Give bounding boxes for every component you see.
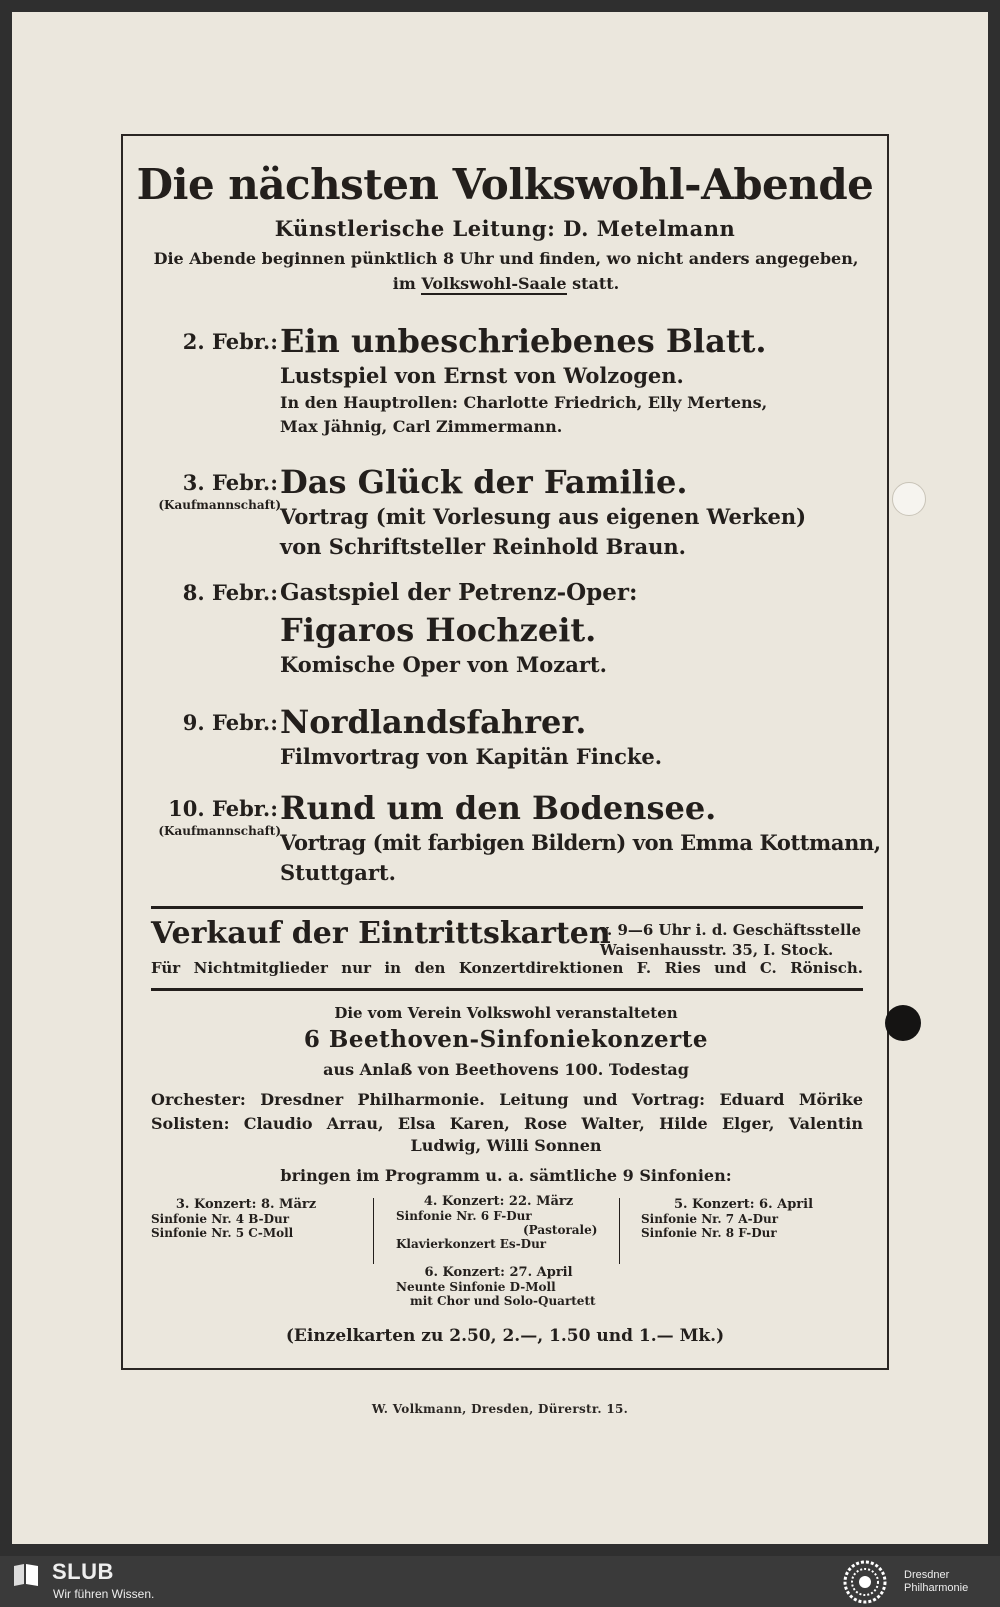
concert-head: 4. Konzert: 22. März — [423, 1194, 574, 1209]
event-pretitle: Gastspiel der Petrenz-Oper: — [280, 579, 638, 606]
event-line — [280, 361, 880, 391]
sale-title: Verkauf der Eintrittskarten — [151, 916, 611, 951]
concert-6 — [396, 1266, 601, 1308]
poster-sheet — [12, 12, 988, 1544]
concert-piece: Sinfonie Nr. 5 C-Moll — [151, 1226, 294, 1240]
sunburst-logo-icon — [842, 1559, 888, 1605]
program-line: bringen im Programm u. a. sämtliche 9 Sinfonien: — [280, 1166, 732, 1185]
intro-line2-post: statt. — [572, 274, 620, 293]
ticket-prices: (Einzelkarten zu 2.50, 2.—, 1.50 und 1.— Mk.) — [285, 1326, 725, 1346]
event-author: Ernst von Wolzogen. — [443, 363, 684, 388]
event-line-text: Filmvortrag von Kapitän — [280, 744, 569, 769]
event-line-text: Vortrag (mit farbigen Bildern) von — [280, 830, 674, 855]
event-title: Figaros Hochzeit. — [280, 611, 597, 649]
column-divider — [373, 1198, 374, 1264]
concert-piece: Neunte Sinfonie D-Moll — [396, 1280, 556, 1294]
event-author: Reinhold Braun. — [492, 534, 686, 559]
intro-line2 — [143, 271, 869, 296]
concert-head: 6. Konzert: 27. April — [424, 1265, 573, 1280]
event-body — [280, 321, 880, 439]
event-line — [280, 532, 880, 562]
punch-hole-paper — [892, 482, 926, 516]
event-title: Rund um den Bodensee. — [280, 789, 717, 827]
event-author: Fincke. — [575, 744, 663, 769]
book-icon — [12, 1562, 40, 1588]
column-divider — [619, 1198, 620, 1264]
event-line: Stuttgart. — [280, 860, 396, 885]
partner-name[interactable] — [904, 1569, 968, 1595]
event-date: 9. Febr.: — [182, 710, 278, 735]
concert-3 — [151, 1198, 341, 1240]
poster-frame — [121, 134, 889, 1370]
event-body — [280, 788, 880, 888]
event-line — [280, 742, 880, 772]
printer-imprint: W. Volkmann, Dresden, Dürerstr. 15. — [371, 1402, 629, 1416]
partner-name-line2: Philharmonie — [904, 1582, 969, 1594]
event-cast-line2: Max Jähnig, Carl Zimmermann. — [280, 417, 563, 436]
soloists-line: Solisten: Claudio Arrau, Elsa Karen, Rose Walter, Hilde Elger, Valentin — [151, 1114, 863, 1133]
event-note: (Kaufmannschaft) — [158, 824, 281, 838]
concert-piece: mit Chor und Solo-Quartett — [410, 1294, 596, 1308]
event-line — [280, 828, 880, 858]
sale-office — [600, 920, 861, 960]
poster-title: Die nächsten Volkswohl-Abende — [136, 160, 874, 209]
event-line: Vortrag (mit Vorlesung aus eigenen Werken) — [280, 504, 807, 529]
venue-name: Volkswohl-Saale — [421, 274, 567, 293]
sale-note: Für Nichtmitglieder nur in den Konzertdirektionen F. Ries und C. Rönisch. — [151, 959, 863, 977]
concert-head: 3. Konzert: 8. März — [175, 1197, 317, 1212]
concert-piece: Sinfonie Nr. 4 B-Dur — [151, 1212, 290, 1226]
library-claim: Wir führen Wissen. — [53, 1587, 155, 1601]
event-date: 10. Febr.: — [168, 796, 278, 821]
event-cast-line1: In den Hauptrollen: Charlotte Friedrich, Elly Mertens, — [280, 393, 768, 412]
concert-piece: Klavierkonzert Es-Dur — [396, 1237, 547, 1251]
concert-piece: (Pastorale) — [523, 1223, 598, 1237]
orchestra-line: Orchester: Dresdner Philharmonie. Leitung und Vortrag: Eduard Mörike — [151, 1090, 863, 1109]
library-name[interactable]: SLUB — [52, 1559, 114, 1584]
concert-4 — [396, 1195, 601, 1251]
partner-name-line1: Dresdner — [904, 1569, 950, 1581]
event-date: 3. Febr.: — [182, 470, 278, 495]
beethoven-occasion: aus Anlaß von Beethovens 100. Todestag — [323, 1060, 689, 1079]
poster-subtitle: Künstlerische Leitung: D. Metelmann — [274, 216, 736, 241]
viewer-footer — [0, 1556, 1000, 1607]
concert-piece: Sinfonie Nr. 7 A-Dur — [641, 1212, 779, 1226]
event-title: Nordlandsfahrer. — [280, 703, 587, 741]
punch-hole — [885, 1005, 921, 1041]
event-line: Komische Oper von Mozart. — [280, 652, 607, 677]
sale-address: Waisenhausstr. 35, I. Stock. — [599, 941, 834, 959]
event-line-text: von Schriftsteller — [280, 534, 486, 559]
event-line-text: Lustspiel von — [280, 363, 437, 388]
sale-hours: v. 9—6 Uhr i. d. Geschäftsstelle — [599, 921, 861, 939]
event-date: 8. Febr.: — [182, 580, 278, 605]
intro-line1: Die Abende beginnen pünktlich 8 Uhr und finden, wo nicht anders angegeben, — [153, 249, 859, 268]
concert-piece: Sinfonie Nr. 8 F-Dur — [641, 1226, 777, 1240]
event-note: (Kaufmannschaft) — [158, 498, 281, 512]
concert-piece: Sinfonie Nr. 6 F-Dur — [396, 1209, 532, 1223]
event-body — [280, 702, 880, 772]
poster-intro — [143, 246, 869, 296]
concert-head: 5. Konzert: 6. April — [673, 1197, 814, 1212]
concert-5 — [641, 1198, 846, 1240]
beethoven-intro: Die vom Verein Volkswohl veranstalteten — [334, 1004, 678, 1022]
event-body — [280, 462, 880, 562]
event-title: Ein unbeschriebenes Blatt. — [280, 322, 767, 360]
event-author: Emma Kottmann, — [680, 830, 881, 855]
divider-bottom — [151, 988, 863, 991]
soloists-line2: Ludwig, Willi Sonnen — [410, 1136, 602, 1155]
event-body — [280, 576, 880, 680]
divider-top — [151, 906, 863, 909]
beethoven-title: 6 Beethoven-Sinfoniekonzerte — [303, 1026, 709, 1053]
event-date: 2. Febr.: — [182, 329, 278, 354]
intro-line2-pre: im — [392, 274, 416, 293]
event-title: Das Glück der Familie. — [280, 463, 688, 501]
